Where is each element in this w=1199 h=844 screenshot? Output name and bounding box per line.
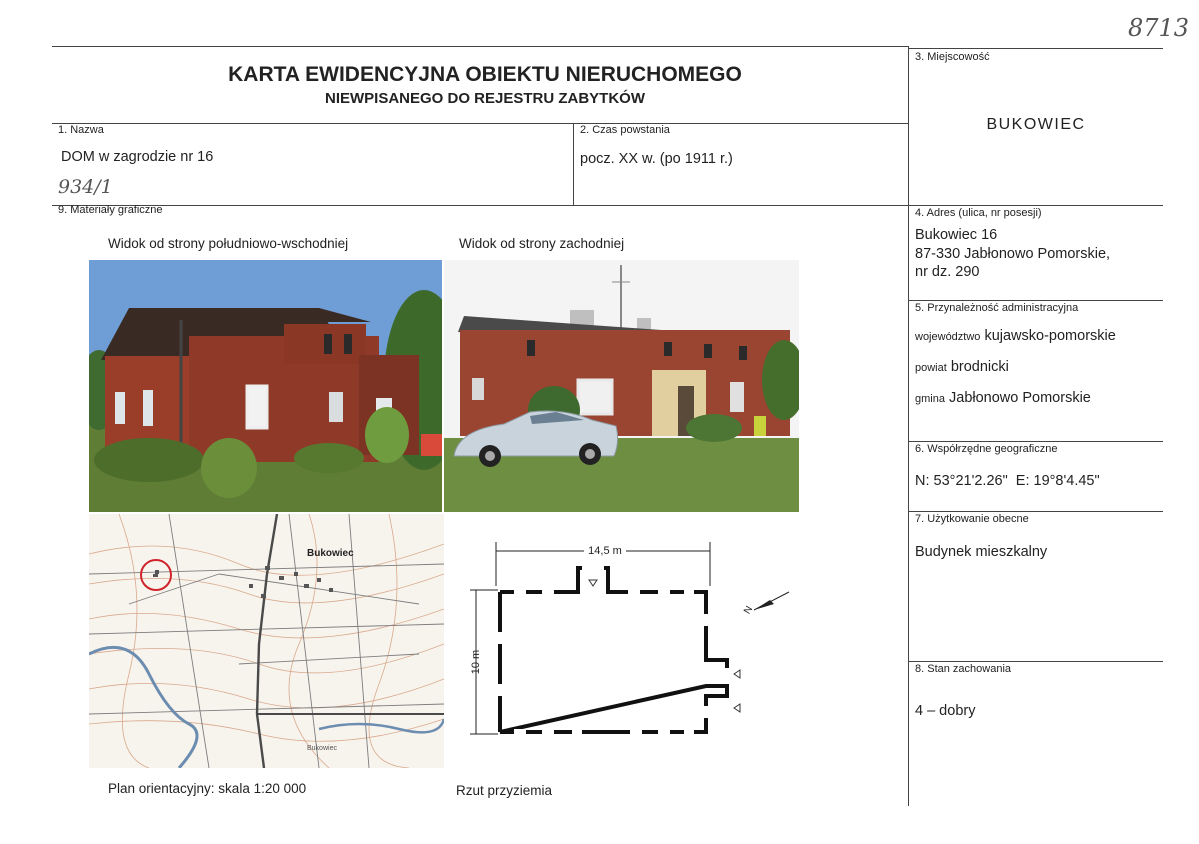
map-place-label-2: Bukowiec bbox=[307, 745, 337, 752]
condition-label: 8. Stan zachowania bbox=[915, 663, 1012, 675]
commune-value: Jabłonowo Pomorskie bbox=[949, 390, 1091, 406]
commune-prefix: gmina bbox=[915, 393, 945, 405]
north-arrow-icon: N bbox=[742, 604, 756, 617]
top-rule-right bbox=[909, 48, 1163, 49]
plan-caption: Rzut przyziemia bbox=[456, 783, 553, 798]
photo-west bbox=[444, 260, 799, 512]
name-date-divider bbox=[573, 123, 574, 206]
name-label: 1. Nazwa bbox=[58, 124, 104, 136]
ground-floor-plan bbox=[444, 514, 799, 768]
photo1-caption: Widok od strony południowo-wschodniej bbox=[108, 236, 349, 251]
map-caption: Plan orientacyjny: skala 1:20 000 bbox=[108, 781, 307, 796]
card-subtitle: NIEWPISANEGO DO REJESTRU ZABYTKÓW bbox=[324, 90, 646, 107]
usage-value: Budynek mieszkalny bbox=[915, 544, 1048, 560]
address-line-3: nr dz. 290 bbox=[915, 264, 980, 280]
locality-label: 3. Miejscowość bbox=[915, 51, 990, 63]
voivodeship-value: kujawsko-pomorskie bbox=[984, 328, 1116, 344]
county-row bbox=[915, 359, 1009, 375]
date-label: 2. Czas powstania bbox=[580, 124, 670, 136]
plan-width-label: 14,5 m bbox=[588, 545, 622, 557]
condition-value: 4 – dobry bbox=[915, 703, 976, 719]
photo2-caption: Widok od strony zachodniej bbox=[459, 236, 625, 251]
county-prefix: powiat bbox=[915, 362, 947, 374]
orientation-map bbox=[89, 514, 444, 768]
coords-label: 6. Współrzędne geograficzne bbox=[915, 443, 1058, 455]
name-value: DOM w zagrodzie nr 16 bbox=[61, 149, 214, 165]
commune-row bbox=[915, 390, 1091, 406]
voivodeship-row bbox=[915, 328, 1116, 344]
locality-value: BUKOWIEC bbox=[986, 116, 1086, 133]
plan-depth-label: 10 m bbox=[470, 649, 482, 675]
handwritten-number: 934/1 bbox=[58, 176, 113, 198]
map-place-label: Bukowiec bbox=[307, 548, 354, 559]
address-label: 4. Adres (ulica, nr posesji) bbox=[915, 207, 1042, 219]
catalogue-number: 8713 bbox=[1128, 14, 1190, 42]
coords-value: N: 53°21'2.26" E: 19°8'4.45" bbox=[915, 473, 1100, 489]
photo-south-east bbox=[89, 260, 442, 512]
usage-label: 7. Użytkowanie obecne bbox=[915, 513, 1029, 525]
right-column-divider bbox=[908, 46, 909, 806]
card-title: KARTA EWIDENCYJNA OBIEKTU NIERUCHOMEGO bbox=[228, 63, 742, 86]
graphics-label: 9. Materiały graficzne bbox=[58, 204, 163, 216]
address-line-1: Bukowiec 16 bbox=[915, 227, 998, 243]
address-line-2: 87-330 Jabłonowo Pomorskie, bbox=[915, 246, 1111, 262]
voivodeship-prefix: województwo bbox=[915, 331, 981, 343]
date-value: pocz. XX w. (po 1911 r.) bbox=[580, 151, 733, 167]
admin-label: 5. Przynależność administracyjna bbox=[915, 302, 1079, 314]
top-rule bbox=[52, 46, 909, 47]
county-value: brodnicki bbox=[950, 359, 1009, 375]
